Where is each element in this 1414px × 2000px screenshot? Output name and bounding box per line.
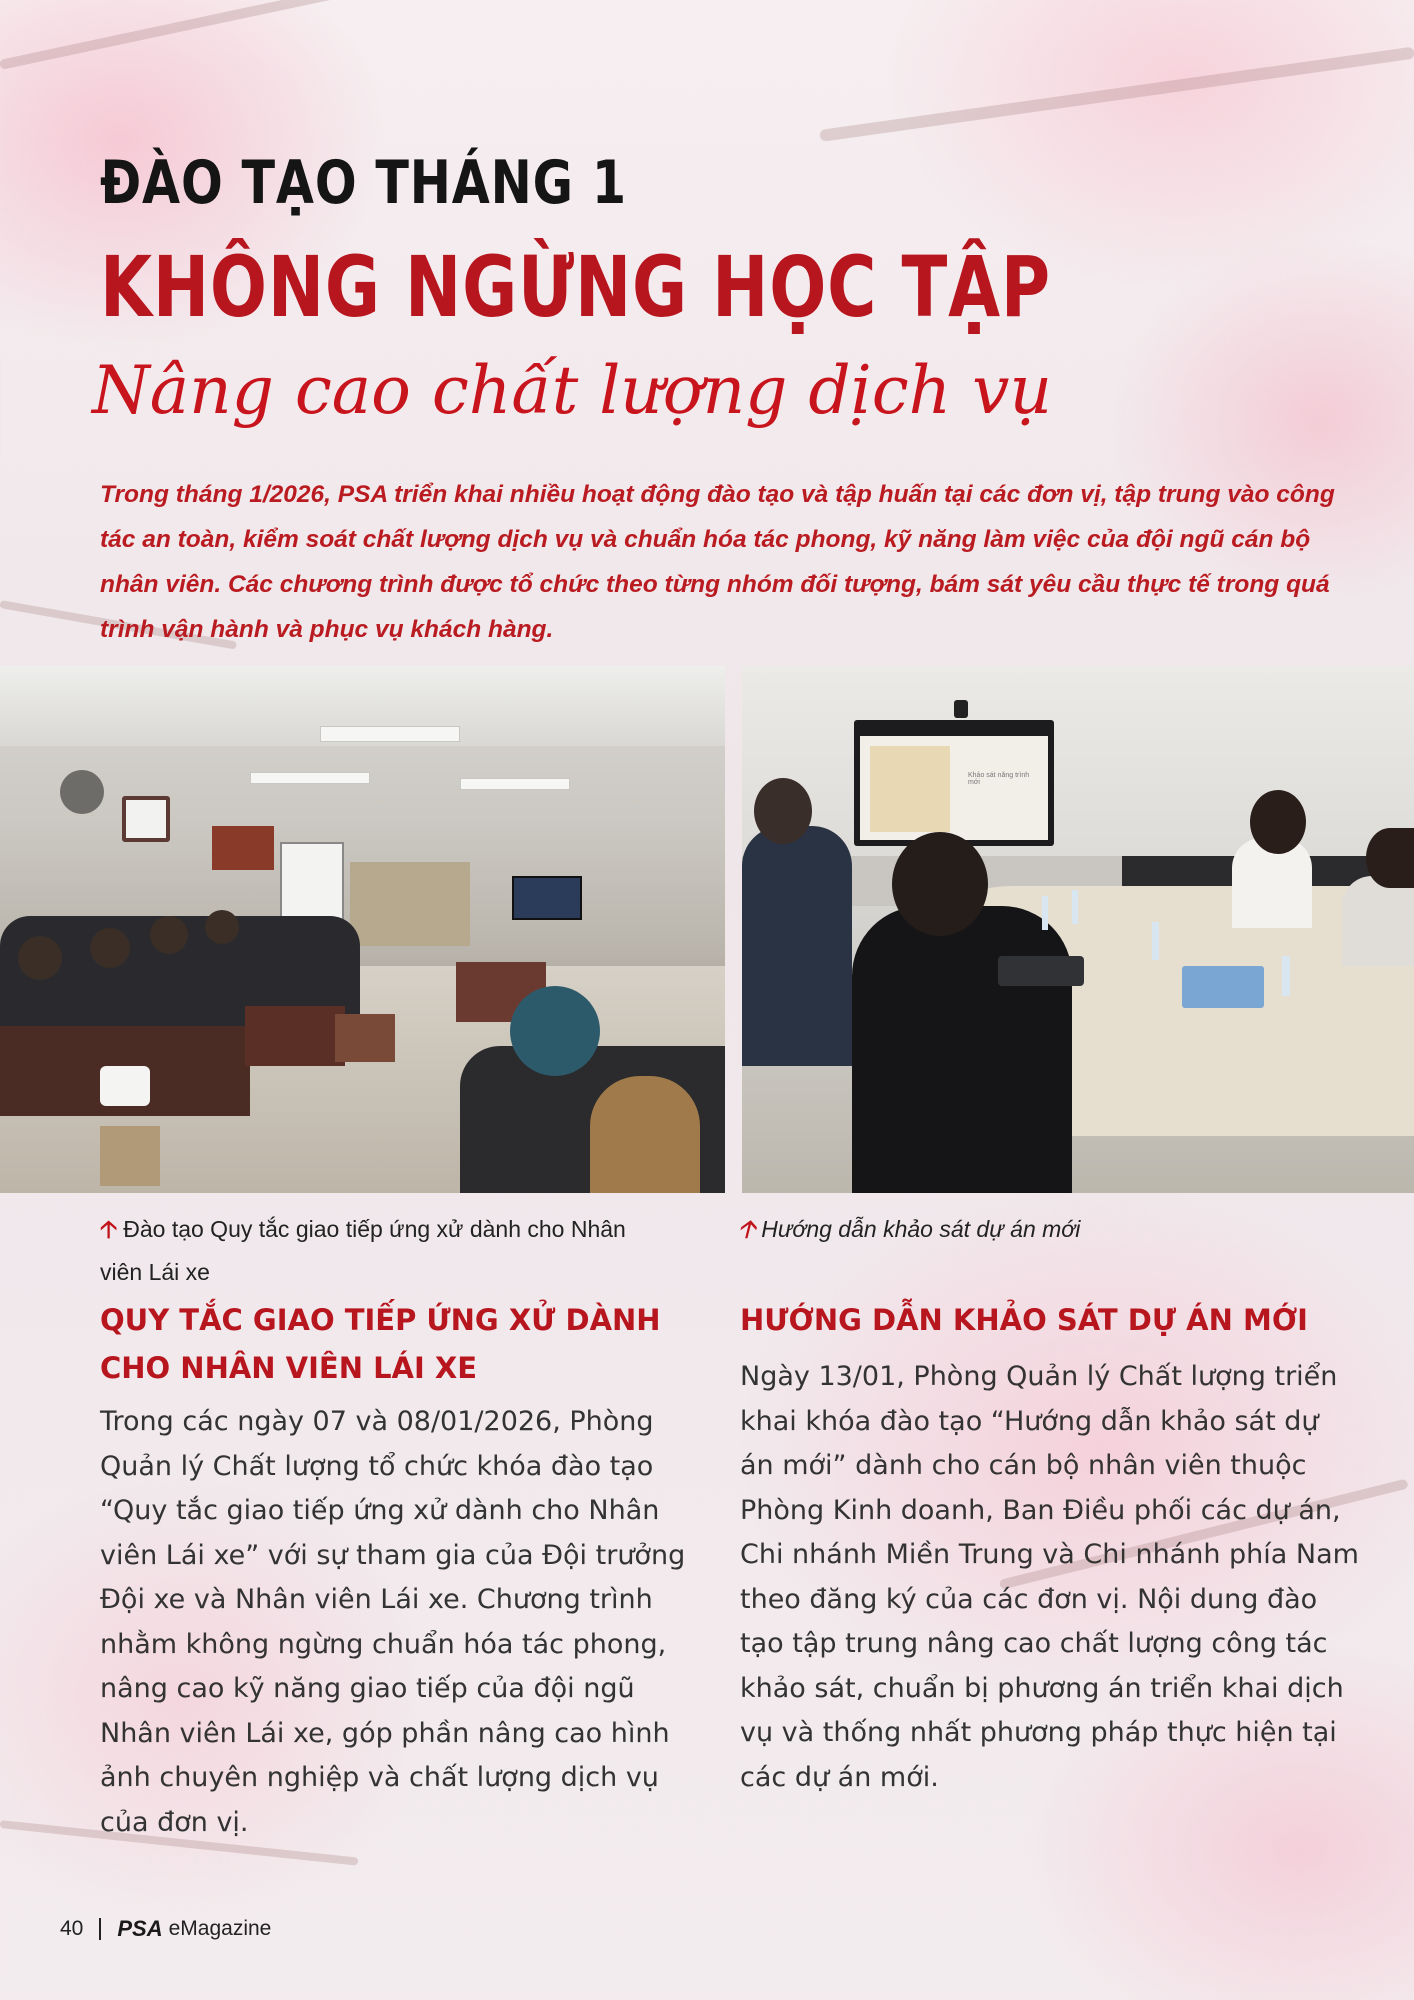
intro-paragraph: Trong tháng 1/2026, PSA triển khai nhiều hoạt động đào tạo và tập huấn tại các đơn vị, tập trung vào công tác an toàn, kiểm soát chất lượng dịch vụ và chuẩn hóa tác phong, kỹ năng làm việc của đội ngũ cán bộ nhân viên. Các chương trình được tổ chức theo từng nhóm đối tượng, bám sát yêu cầu thực tế trong quá trình vận hành và phục vụ khách hàng. <box>100 481 1335 643</box>
brand-logo: PSA <box>117 1916 163 1941</box>
page-kicker: ĐÀO TẠO THÁNG 1 <box>100 148 627 218</box>
photo-caption-left-text: Đào tạo Quy tắc giao tiếp ứng xử dành cho Nhân viên Lái xe <box>100 1216 626 1285</box>
photo-driver-training <box>0 666 725 1193</box>
page-footer <box>60 1916 271 1942</box>
background-branch <box>819 47 1414 142</box>
photo-project-survey-training <box>742 666 1414 1193</box>
page-title: KHÔNG NGỪNG HỌC TẬP <box>100 238 1051 336</box>
article-heading-project-survey: HƯỚNG DẪN KHẢO SÁT DỰ ÁN MỚI <box>740 1303 1308 1337</box>
page-number: 40 <box>60 1917 84 1940</box>
up-arrow-icon: 🡡 <box>738 1216 756 1243</box>
article-heading-driver-training: QUY TẮC GIAO TIẾP ỨNG XỬ DÀNH CHO NHÂN VIÊN LÁI XE <box>100 1303 661 1385</box>
photo-caption-right-text: Hướng dẫn khảo sát dự án mới <box>761 1216 1081 1242</box>
publication-name: eMagazine <box>168 1917 272 1940</box>
article-body-driver-training: Trong các ngày 07 và 08/01/2026, Phòng Quản lý Chất lượng tổ chức khóa đào tạo “Quy tắc giao tiếp ứng xử dành cho Nhân viên Lái xe” với sự tham gia của Đội trưởng Đội xe và Nhân viên Lái xe. Chương trình nhằm không ngừng chuẩn hóa tác phong, nâng cao kỹ năng giao tiếp của đội ngũ Nhân viên Lái xe, góp phần nâng cao hình ảnh chuyên nghiệp và chất lượng dịch vụ của đơn vị. <box>100 1406 686 1838</box>
footer-divider <box>99 1918 101 1940</box>
background-branch <box>0 0 412 70</box>
screen-slide-text: Khảo sát năng trình mới <box>968 772 1030 786</box>
photo-caption-left <box>100 1208 660 1293</box>
photo-caption-right <box>738 1208 1298 1251</box>
article-body-project-survey: Ngày 13/01, Phòng Quản lý Chất lượng triển khai khóa đào tạo “Hướng dẫn khảo sát dự án mới” dành cho cán bộ nhân viên thuộc Phòng Kinh doanh, Ban Điều phối các dự án, Chi nhánh Miền Trung và Chi nhánh phía Nam theo đăng ký của các đơn vị. Nội dung đào tạo tập trung nâng cao chất lượng công tác khảo sát, chuẩn bị phương án triển khai dịch vụ và thống nhất phương pháp thực hiện tại các dự án mới. <box>740 1361 1359 1793</box>
up-arrow-icon: 🡡 <box>100 1216 118 1243</box>
page-tagline: Nâng cao chất lượng dịch vụ <box>92 352 1052 429</box>
